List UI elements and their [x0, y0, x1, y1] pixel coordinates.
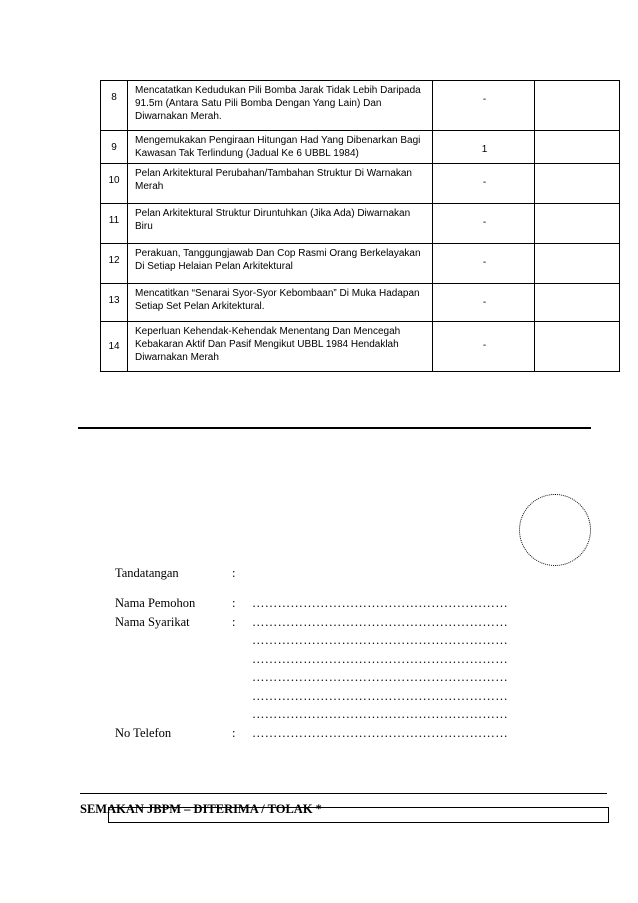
row-check-cell[interactable]: [535, 131, 620, 164]
row-number: 8: [101, 81, 128, 131]
address-line-4[interactable]: ……………………………………………………: [252, 689, 508, 703]
row-value: -: [433, 204, 535, 244]
table-row: [101, 244, 620, 284]
row-description: Pelan Arkitektural Struktur Diruntuhkan (Jika Ada) Diwarnakan Biru: [128, 204, 433, 244]
row-check-cell[interactable]: [535, 81, 620, 131]
row-check-cell[interactable]: [535, 204, 620, 244]
table-row: [101, 204, 620, 244]
row-description: Pelan Arkitektural Perubahan/Tambahan Struktur Di Warnakan Merah: [128, 164, 433, 204]
no-telefon-colon: :: [232, 726, 236, 740]
nama-pemohon-label: Nama Pemohon: [115, 596, 196, 610]
row-description: Mencatatkan Kedudukan Pili Bomba Jarak Tidak Lebih Daripada 91.5m (Antara Satu Pili Bomba Dengan Yang Lain) Dan Diwarnakan Merah.: [128, 81, 433, 131]
checklist-table: [100, 80, 620, 372]
stamp-circle: [519, 494, 591, 566]
section-divider: [78, 427, 591, 429]
address-line-2[interactable]: ……………………………………………………: [252, 652, 508, 666]
row-description: Keperluan Kehendak-Kehendak Menentang Dan Mencegah Kebakaran Aktif Dan Pasif Mengikut UBBL 1984 Hendaklah Diwarnakan Merah: [128, 322, 433, 372]
address-line-5[interactable]: ……………………………………………………: [252, 707, 508, 721]
nama-syarikat-colon: :: [232, 615, 236, 629]
semakan-box[interactable]: [108, 807, 609, 823]
row-description: Perakuan, Tanggungjawab Dan Cop Rasmi Orang Berkelayakan Di Setiap Helaian Pelan Arkitektural: [128, 244, 433, 284]
no-telefon-label: No Telefon: [115, 726, 172, 740]
row-number: 14: [101, 322, 128, 372]
row-check-cell[interactable]: [535, 164, 620, 204]
nama-pemohon-field[interactable]: ……………………………………………………: [252, 596, 508, 610]
row-number: 11: [101, 204, 128, 244]
row-value: -: [433, 81, 535, 131]
row-description: Mencatitkan “Senarai Syor-Syor Kebombaan” Di Muka Hadapan Setiap Set Pelan Arkitektural.: [128, 284, 433, 322]
nama-pemohon-colon: :: [232, 596, 236, 610]
row-value: -: [433, 164, 535, 204]
row-description: Mengemukakan Pengiraan Hitungan Had Yang Dibenarkan Bagi Kawasan Tak Terlindung (Jadual Ke 6 UBBL 1984): [128, 131, 433, 164]
table-row: [101, 322, 620, 372]
semakan-title: SEMAKAN JBPM – DITERIMA / TOLAK *: [80, 793, 607, 817]
row-check-cell[interactable]: [535, 322, 620, 372]
table-row: [101, 164, 620, 204]
table-row: [101, 81, 620, 131]
table-row: [101, 284, 620, 322]
row-value: -: [433, 244, 535, 284]
row-number: 9: [101, 131, 128, 164]
tandatangan-colon: :: [232, 566, 236, 580]
no-telefon-field[interactable]: ……………………………………………………: [252, 726, 508, 740]
tandatangan-label: Tandatangan: [115, 566, 179, 580]
row-value: -: [433, 322, 535, 372]
row-value: -: [433, 284, 535, 322]
row-number: 13: [101, 284, 128, 322]
nama-syarikat-field[interactable]: ……………………………………………………: [252, 615, 508, 629]
row-value: 1: [433, 131, 535, 164]
table-row: [101, 131, 620, 164]
nama-syarikat-label: Nama Syarikat: [115, 615, 190, 629]
row-check-cell[interactable]: [535, 284, 620, 322]
row-number: 10: [101, 164, 128, 204]
address-line-3[interactable]: ……………………………………………………: [252, 670, 508, 684]
row-number: 12: [101, 244, 128, 284]
row-check-cell[interactable]: [535, 244, 620, 284]
address-line-1[interactable]: ……………………………………………………: [252, 633, 508, 647]
